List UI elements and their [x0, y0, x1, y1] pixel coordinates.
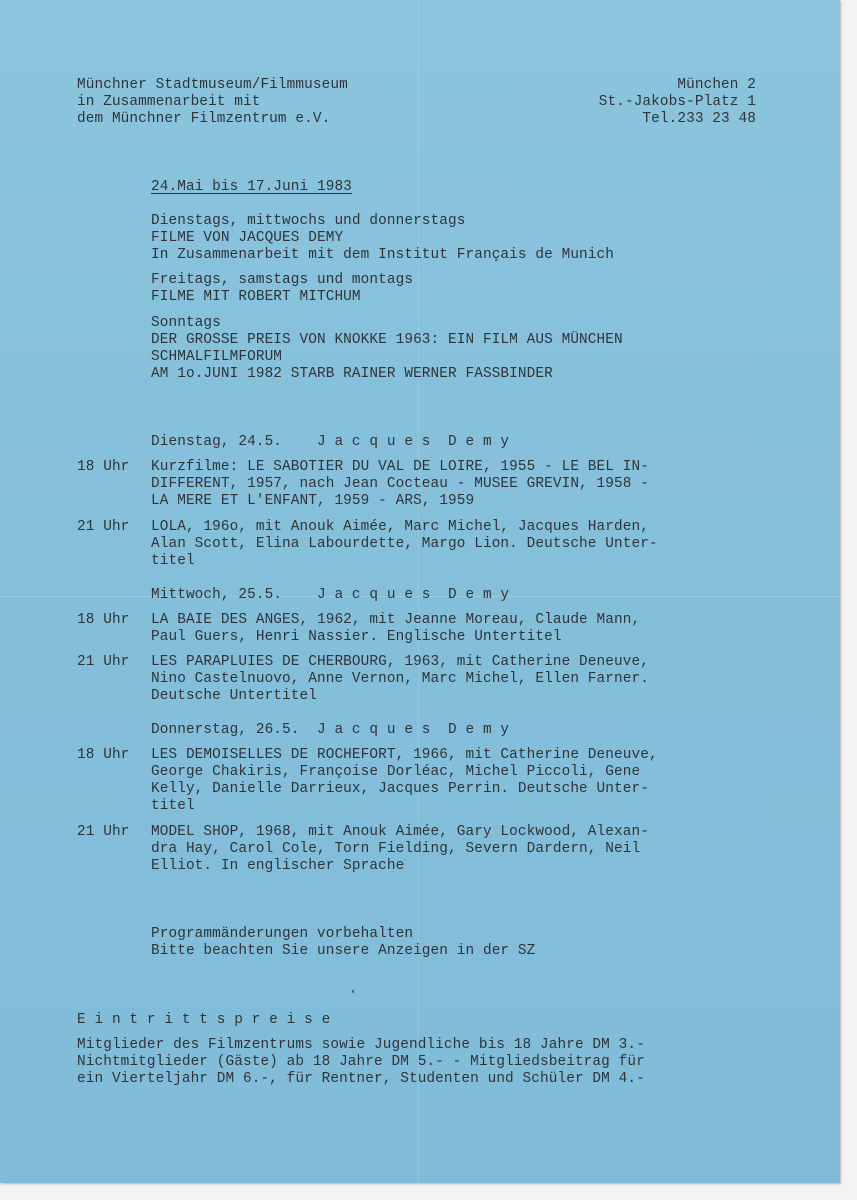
screening-time: 18 Uhr: [77, 747, 130, 763]
screening-line: LES PARAPLUIES DE CHERBOURG, 1963, mit Catherine Deneuve,: [151, 654, 649, 670]
header-right-line: München 2: [677, 77, 756, 93]
screening-line: Kurzfilme: LE SABOTIER DU VAL DE LOIRE, 1955 - LE BEL IN-: [151, 459, 649, 475]
day-heading: Donnerstag, 26.5. J a c q u e s D e m y: [151, 722, 510, 738]
screening-line: Deutsche Untertitel: [151, 688, 317, 704]
screening-line: dra Hay, Carol Cole, Torn Fielding, Severn Dardern, Neil: [151, 841, 641, 857]
notice-line: Programmänderungen vorbehalten: [151, 926, 414, 942]
prices-line: Mitglieder des Filmzentrums sowie Jugendliche bis 18 Jahre DM 3.-: [77, 1037, 645, 1053]
screening-time: 18 Uhr: [77, 459, 130, 475]
header-left-line: dem Münchner Filmzentrum e.V.: [77, 111, 331, 127]
overview-line: AM 1o.JUNI 1982 STARB RAINER WERNER FASSBINDER: [151, 366, 553, 382]
overview-line: FILME VON JACQUES DEMY: [151, 230, 344, 246]
screening-line: Elliot. In englischer Sprache: [151, 858, 405, 874]
screening-line: LOLA, 196o, mit Anouk Aimée, Marc Michel, Jacques Harden,: [151, 519, 649, 535]
header-left-line: Münchner Stadtmuseum/Filmmuseum: [77, 77, 348, 93]
screening-line: titel: [151, 798, 195, 814]
notice-line: Bitte beachten Sie unsere Anzeigen in der SZ: [151, 943, 536, 959]
overview-line: FILME MIT ROBERT MITCHUM: [151, 289, 361, 305]
ink-speck: [352, 990, 354, 993]
day-heading: Dienstag, 24.5. J a c q u e s D e m y: [151, 434, 510, 450]
header-right-line: Tel.233 23 48: [642, 111, 756, 127]
screening-line: DIFFERENT, 1957, nach Jean Cocteau - MUSEE GREVIN, 1958 -: [151, 476, 649, 492]
header-left-line: in Zusammenarbeit mit: [77, 94, 261, 110]
screening-time: 21 Uhr: [77, 519, 130, 535]
overview-line: SCHMALFILMFORUM: [151, 349, 283, 365]
header-right-line: St.-Jakobs-Platz 1: [598, 94, 756, 110]
overview-line: In Zusammenarbeit mit dem Institut Français de Munich: [151, 247, 614, 263]
overview-line: Dienstags, mittwochs und donnerstags: [151, 213, 466, 229]
screening-time: 18 Uhr: [77, 612, 130, 628]
overview-line: Freitags, samstags und montags: [151, 272, 414, 288]
prices-heading: E i n t r i t t s p r e i s e: [77, 1012, 331, 1028]
screening-line: LA BAIE DES ANGES, 1962, mit Jeanne Moreau, Claude Mann,: [151, 612, 641, 628]
screening-line: MODEL SHOP, 1968, mit Anouk Aimée, Gary Lockwood, Alexan-: [151, 824, 649, 840]
screening-line: LES DEMOISELLES DE ROCHEFORT, 1966, mit Catherine Deneuve,: [151, 747, 658, 763]
day-heading: Mittwoch, 25.5. J a c q u e s D e m y: [151, 587, 510, 603]
screening-time: 21 Uhr: [77, 654, 130, 670]
program-period: 24.Mai bis 17.Juni 1983: [151, 179, 352, 195]
screening-line: Alan Scott, Elina Labourdette, Margo Lion. Deutsche Unter-: [151, 536, 658, 552]
screening-line: Kelly, Danielle Darrieux, Jacques Perrin. Deutsche Unter-: [151, 781, 649, 797]
overview-line: Sonntags: [151, 315, 221, 331]
prices-line: Nichtmitglieder (Gäste) ab 18 Jahre DM 5.- - Mitgliedsbeitrag für: [77, 1054, 645, 1070]
screening-line: Nino Castelnuovo, Anne Vernon, Marc Michel, Ellen Farner.: [151, 671, 649, 687]
prices-line: ein Vierteljahr DM 6.-, für Rentner, Studenten und Schüler DM 4.-: [77, 1071, 645, 1087]
screening-line: Paul Guers, Henri Nassier. Englische Untertitel: [151, 629, 562, 645]
screening-line: LA MERE ET L'ENFANT, 1959 - ARS, 1959: [151, 493, 475, 509]
screening-line: George Chakiris, Françoise Dorléac, Michel Piccoli, Gene: [151, 764, 641, 780]
screening-time: 21 Uhr: [77, 824, 130, 840]
overview-line: DER GROSSE PREIS VON KNOKKE 1963: EIN FILM AUS MÜNCHEN: [151, 332, 623, 348]
screening-line: titel: [151, 553, 195, 569]
